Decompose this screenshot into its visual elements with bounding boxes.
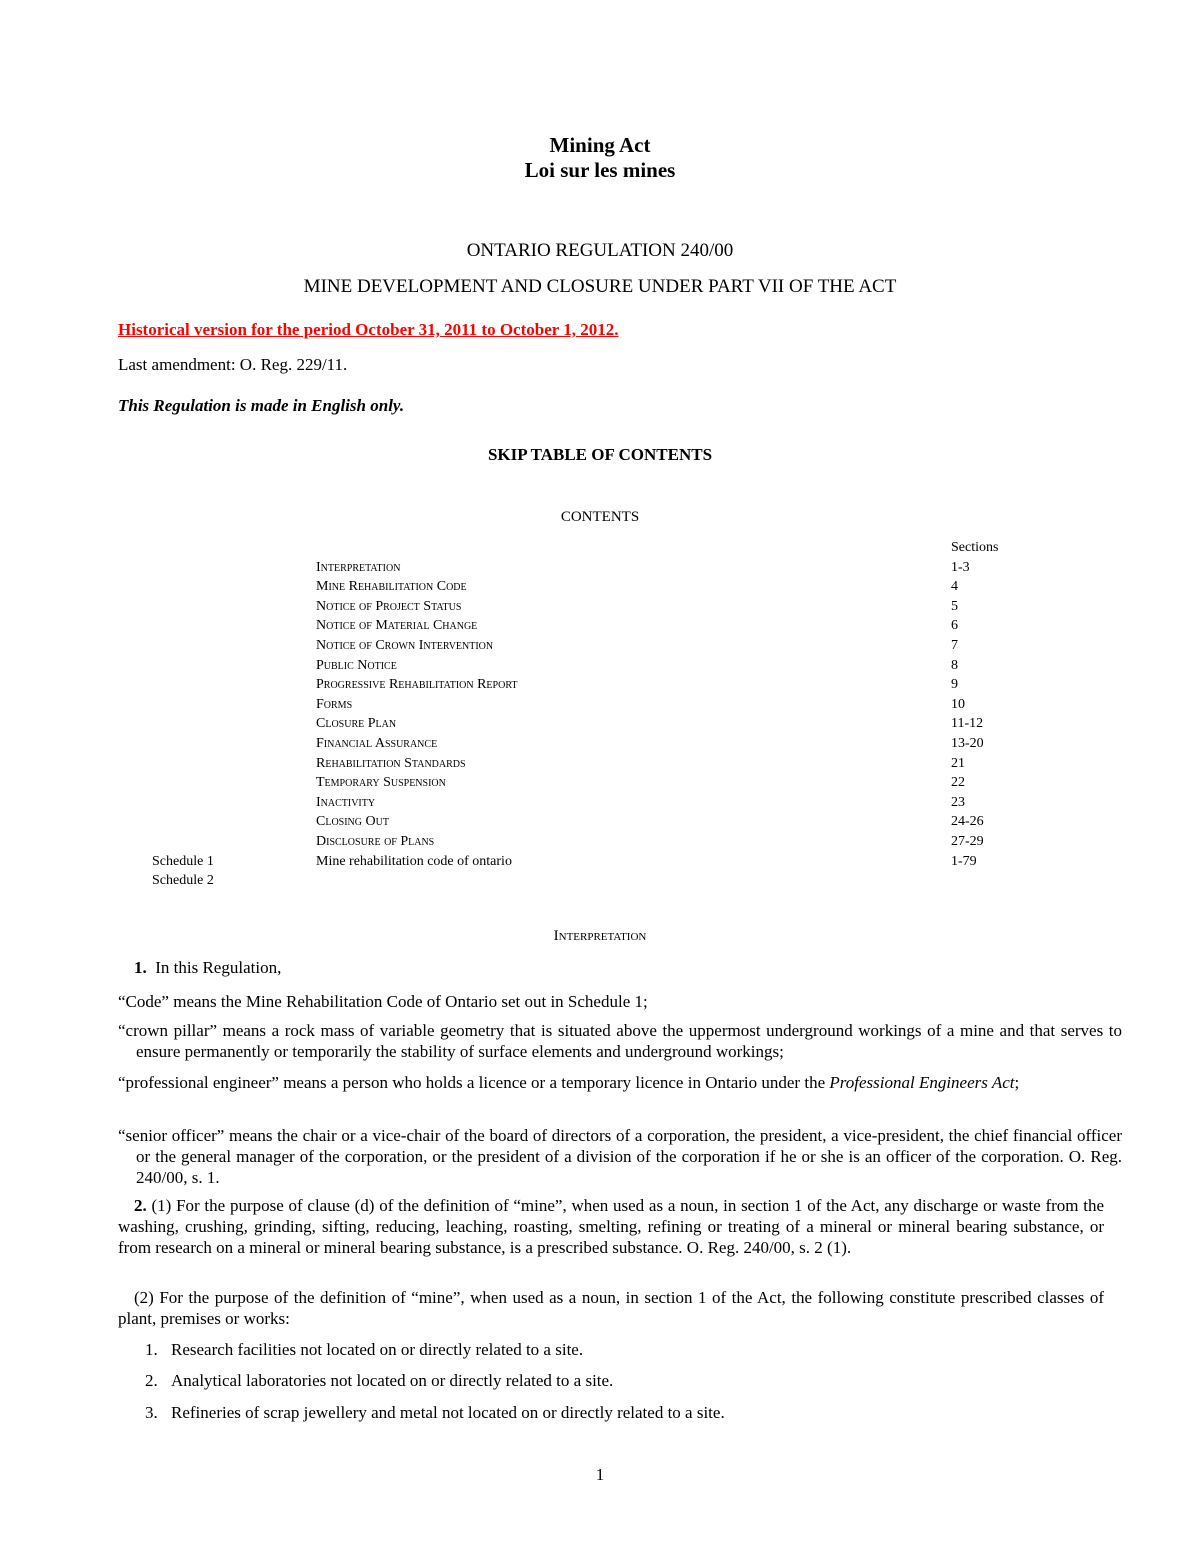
toc-title[interactable]: Closing Out [316, 814, 389, 830]
toc-title[interactable]: Temporary Suspension [316, 775, 446, 791]
regulation-title: MINE DEVELOPMENT AND CLOSURE UNDER PART VII OF THE ACT [303, 276, 897, 297]
interpretation-heading: Interpretation [553, 928, 647, 944]
toc-row[interactable] [0, 814, 1200, 834]
toc-sections: 9 [951, 677, 958, 693]
toc-sections: 24-26 [951, 814, 984, 830]
definition-crown-pillar: “crown pillar” means a rock mass of variable geometry that is situated above the uppermost underground workings of a mine and that serves to ensure permanently or temporarily the stability of surface elements and underground workings; [118, 1021, 1122, 1061]
list-item-number: 2. [145, 1371, 158, 1390]
act-title-fr: Loi sur les mines [524, 158, 676, 182]
toc-sections: 13-20 [951, 736, 984, 751]
section-number: 1. [134, 958, 147, 977]
toc-row[interactable] [0, 834, 1200, 854]
toc-row[interactable] [0, 658, 1200, 678]
toc-row[interactable] [0, 775, 1200, 795]
toc-title[interactable]: Progressive Rehabilitation Report [316, 677, 518, 693]
toc-title[interactable]: Notice of Project Status [316, 598, 462, 614]
toc-title[interactable]: Notice of Material Change [316, 618, 478, 634]
toc-sections: 1-79 [951, 853, 977, 869]
toc-schedule: Schedule 1 [152, 853, 214, 869]
toc-row[interactable] [0, 854, 1200, 874]
toc-sections: 22 [951, 775, 965, 791]
toc-row[interactable] [0, 873, 1200, 893]
section-2-1 [118, 1195, 1104, 1258]
toc-sections: 5 [951, 598, 958, 614]
toc-sections-label: Sections [951, 540, 999, 555]
contents-heading: CONTENTS [560, 509, 640, 525]
list-item-number: 1. [145, 1340, 158, 1359]
section-number: 2. [134, 1196, 147, 1215]
toc-sections: 27-29 [951, 834, 984, 849]
toc-row[interactable] [0, 560, 1200, 580]
toc-row[interactable] [0, 697, 1200, 717]
toc-title[interactable]: Forms [316, 696, 353, 712]
toc-sections: 10 [951, 696, 965, 712]
toc-sections: 8 [951, 657, 958, 673]
toc-title[interactable]: Closure Plan [316, 716, 397, 732]
toc-row[interactable] [0, 756, 1200, 776]
toc-sections: 21 [951, 755, 965, 771]
toc-title[interactable]: Rehabilitation Standards [316, 755, 466, 771]
toc-title[interactable]: Mine rehabilitation code of ontario [316, 853, 512, 869]
act-title-en: Mining Act [549, 133, 651, 157]
toc-schedule: Schedule 2 [152, 873, 214, 889]
page-number: 1 [595, 1465, 605, 1484]
act-title [0, 133, 1200, 183]
list-item-text: Research facilities not located on or directly related to a site. [171, 1340, 584, 1359]
list-item-number: 3. [145, 1403, 158, 1422]
toc-row[interactable] [0, 716, 1200, 736]
skip-toc-link[interactable]: SKIP TABLE OF CONTENTS [487, 445, 713, 464]
toc-sections: 6 [951, 618, 958, 634]
toc-title[interactable]: Notice of Crown Intervention [316, 638, 494, 653]
definition-text: “professional engineer” means a person who holds a licence or a temporary licence in Ontario under the [118, 1073, 830, 1092]
historical-version-link[interactable]: Historical version for the period October 31, 2011 to October 1, 2012. [118, 320, 619, 339]
definition-professional-engineer [118, 1072, 1122, 1093]
regulation-number: ONTARIO REGULATION 240/00 [466, 240, 734, 261]
toc-title[interactable]: Public Notice [316, 657, 397, 673]
section-1-intro [118, 957, 1104, 978]
toc-sections: 4 [951, 579, 958, 595]
toc-title[interactable]: Mine Rehabilitation Code [316, 579, 467, 595]
list-item [145, 1339, 583, 1360]
section-1-text: In this Regulation, [155, 958, 282, 977]
section-2-1-text: (1) For the purpose of clause (d) of the definition of “mine”, when used as a noun, in section 1 of the Act, any discharge or waste from the washing, crushing, grinding, sifting, reducing, leaching, roasting, smelting, refining or treating of a mineral or mineral bearing substance, or from research on a mineral or mineral bearing substance, is a prescribed substance. O. Reg. 240/00, s. 2 (1). [118, 1196, 1105, 1257]
act-name: Professional Engineers Act [829, 1073, 1015, 1092]
toc-row[interactable] [0, 638, 1200, 658]
toc-title[interactable]: Disclosure of Plans [316, 834, 435, 849]
list-item-text: Analytical laboratories not located on or directly related to a site. [171, 1371, 614, 1390]
toc-row[interactable] [0, 795, 1200, 815]
last-amendment: Last amendment: O. Reg. 229/11. [118, 355, 348, 374]
toc-sections: 23 [951, 794, 965, 810]
definition-code: “Code” means the Mine Rehabilitation Code of Ontario set out in Schedule 1; [118, 992, 648, 1011]
toc-sections: 11-12 [951, 716, 984, 732]
toc-sections: 1-3 [951, 559, 970, 575]
definition-senior-officer: “senior officer” means the chair or a vice-chair of the board of directors of a corporation, the president, a vice-president, the chief financial officer or the general manager of the corporation, or the president of a division of the corporation if he or she is an officer of the corporation. O. Reg. 240/00, s. 1. [118, 1126, 1122, 1187]
definition-end: ; [1014, 1073, 1020, 1092]
toc-row[interactable] [0, 579, 1200, 599]
english-only-note: This Regulation is made in English only. [118, 396, 405, 415]
section-2-2: (2) For the purpose of the definition of “mine”, when used as a noun, in section 1 of the Act, the following constitute prescribed classes of plant, premises or works: [118, 1288, 1104, 1328]
list-item [145, 1370, 613, 1391]
toc-row[interactable] [0, 677, 1200, 697]
toc-title[interactable]: Interpretation [316, 559, 401, 575]
toc-row[interactable] [0, 599, 1200, 619]
toc-sections: 7 [951, 638, 958, 653]
toc-title[interactable]: Inactivity [316, 794, 376, 810]
toc-header-row [0, 540, 1200, 560]
list-item-text: Refineries of scrap jewellery and metal not located on or directly related to a site. [171, 1403, 725, 1422]
toc-row[interactable] [0, 736, 1200, 756]
list-item [145, 1402, 725, 1423]
toc-row[interactable] [0, 618, 1200, 638]
toc-title[interactable]: Financial Assurance [316, 736, 438, 751]
